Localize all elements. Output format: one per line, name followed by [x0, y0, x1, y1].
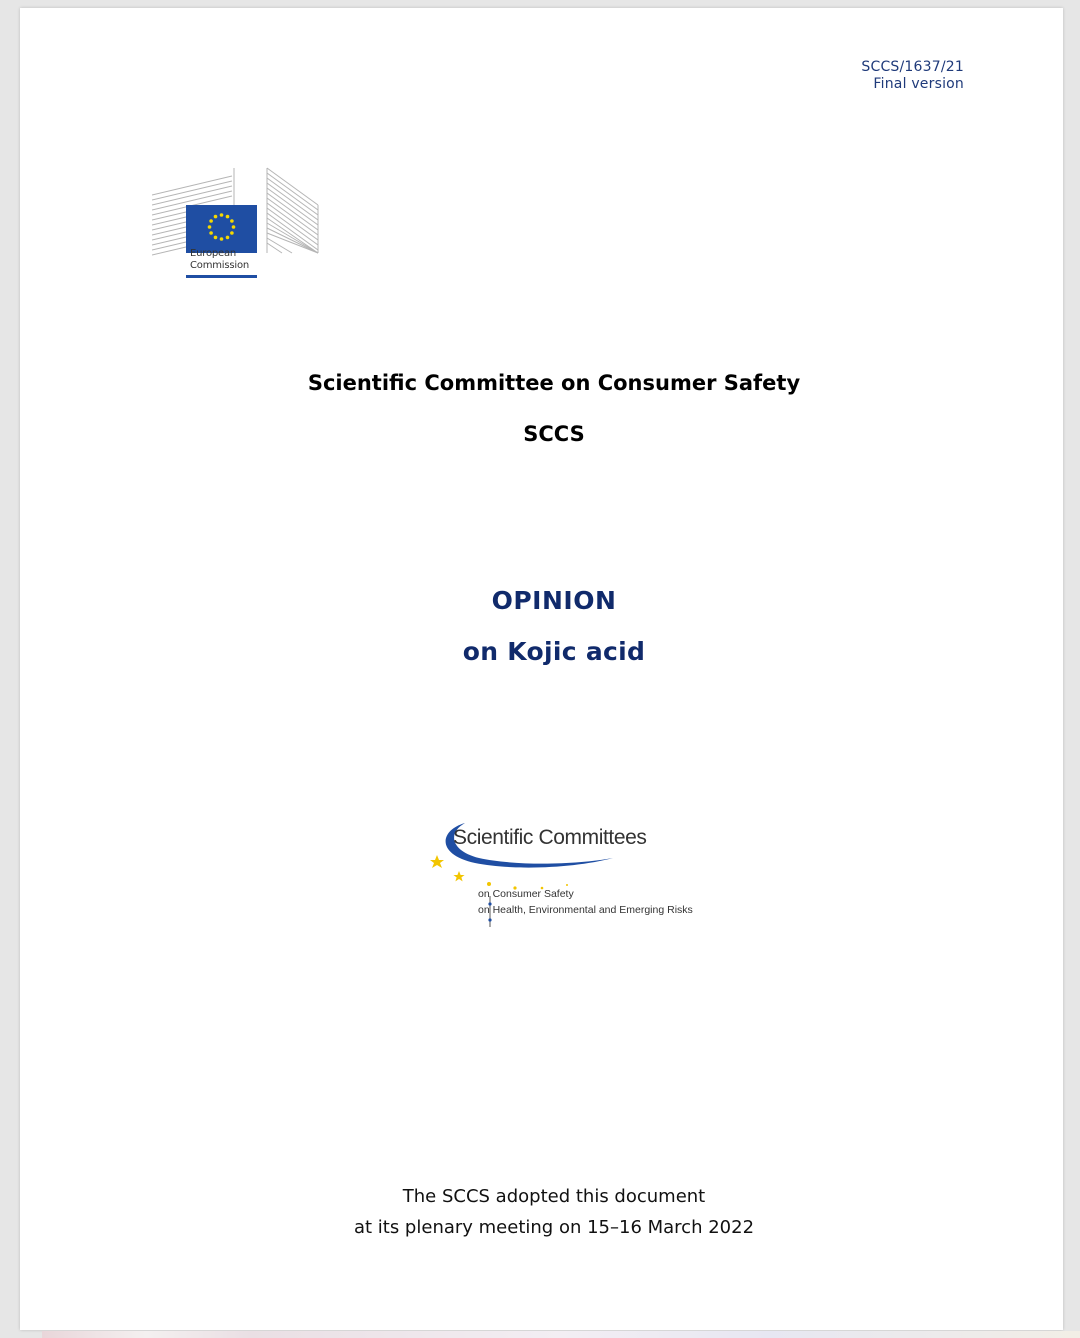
stars-icon — [430, 855, 568, 890]
ec-text-line1: European — [190, 248, 237, 259]
scientific-committees-title: Scientific Committees — [453, 826, 647, 849]
adoption-statement-line1: The SCCS adopted this document — [402, 1186, 706, 1207]
committee-abbreviation: SCCS — [523, 422, 585, 446]
european-commission-wordmark — [190, 248, 249, 272]
opinion-title: OPINION — [491, 586, 617, 615]
ec-text-line2: Commission — [190, 260, 250, 271]
document-reference — [861, 59, 964, 93]
ec-logo-underline — [186, 275, 257, 278]
eu-flag — [186, 205, 257, 253]
committee-title: Scientific Committee on Consumer Safety — [307, 371, 801, 395]
document-page — [20, 8, 1063, 1330]
reference-number: SCCS/1637/21 — [861, 59, 964, 75]
opinion-subject: on Kojic acid — [462, 637, 646, 666]
adoption-statement-line2: at its plenary meeting on 15–16 March 2022 — [353, 1217, 755, 1238]
sc-health-risks: on Health, Environmental and Emerging Risks — [478, 904, 693, 916]
version-label: Final version — [873, 76, 964, 92]
bottom-scroll-strip — [42, 1331, 1080, 1338]
sc-consumer-safety: on Consumer Safety — [478, 888, 574, 900]
